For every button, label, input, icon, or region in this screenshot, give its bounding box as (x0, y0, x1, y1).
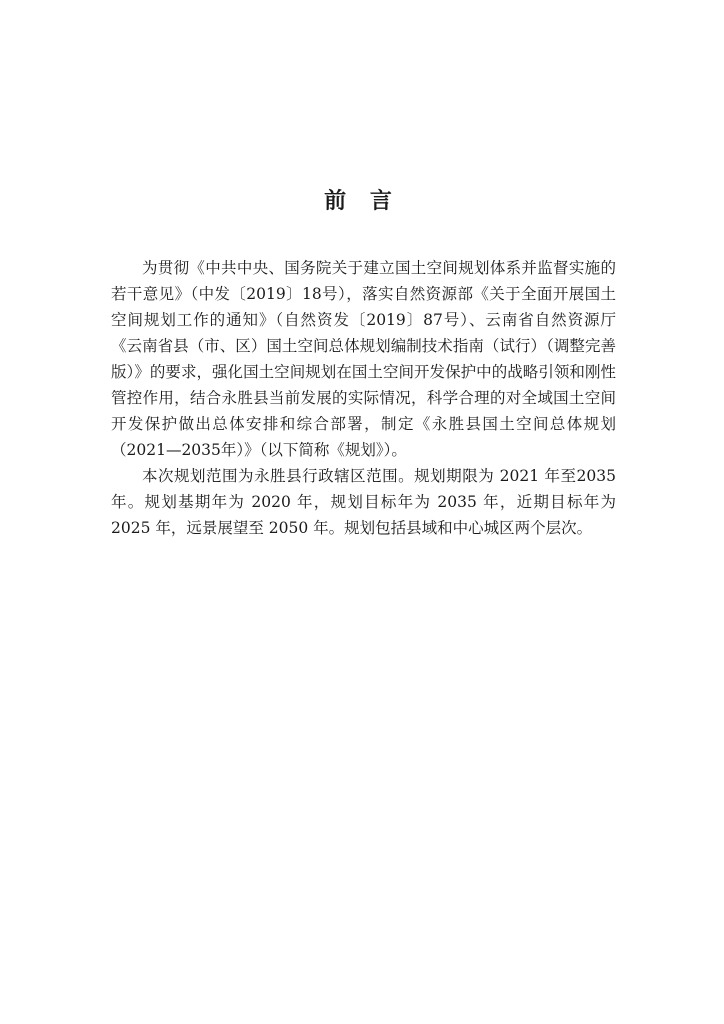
body-text (111, 255, 616, 541)
paragraph-1: 为贯彻《中共中央、国务院关于建立国土空间规划体系并监督实施的若干意见》（中发〔2019〕18号），落实自然资源部《关于全面开展国土空间规划工作的通知》（自然资发〔2019〕87号）、云南省自然资源厅《云南省县（市、区）国土空间总体规划编制技术指南（试行）（调整完善版）》的要求，强化国土空间规划在国土空间开发保护中的战略引领和刚性管控作用，结合永胜县当前发展的实际情况，科学合理的对全域国土空间开发保护做出总体安排和综合部署，制定《永胜县国土空间总体规划（2021—2035年）》（以下简称《规划》）。 (111, 259, 616, 459)
page-title: 前 言 (324, 188, 400, 214)
paragraph-2: 本次规划范围为永胜县行政辖区范围。规划期限为 2021 年至2035 年。规划基期年为 2020 年，规划目标年为 2035 年，近期目标年为 2025 年，远景展望至 2050 年。规划包括县域和中心城区两个层次。 (111, 467, 616, 537)
